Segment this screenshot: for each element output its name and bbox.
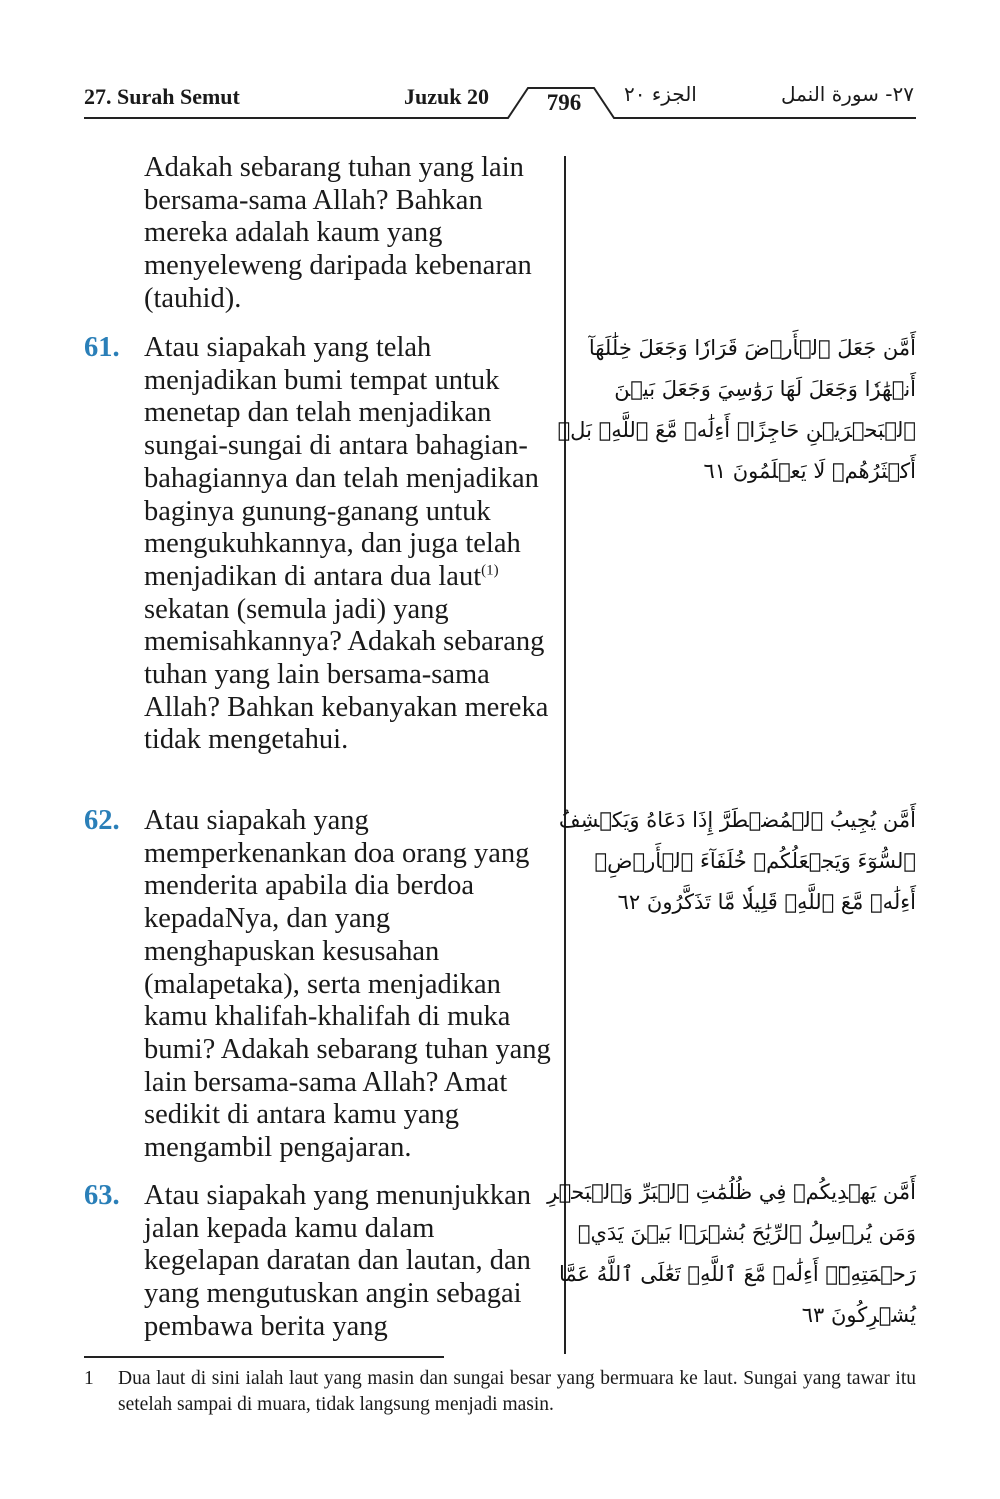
verse-number: 63. (84, 1180, 120, 1211)
arabic-line: أَمَّن يَهۡدِيكُمۡ فِي ظُلُمَٰتِ ٱلۡبَرِّ وَٱلۡبَحۡرِ (547, 1180, 916, 1204)
footnote (84, 1366, 916, 1418)
verse-text: Atau siapakah yang telah menjadikan bumi tempat untuk menetap dan telah menjadikan sungai-sungai di antara bahagian-bahagiannya dan telah menjadikan baginya gunung-ganang untuk mengukuhkannya, dan juga telah menjadikan di antara dua laut$^{(1)}$ sekatan (semula jadi) yang memisahkannya? Adakah sebarang tuhan yang lain bersama-sama Allah? Bahkan kebanyakan mereka tidak mengetahui. (144, 332, 549, 756)
verse-61-translation (84, 332, 556, 757)
arabic-line: ٱلۡبَحۡرَيۡنِ حَاجِزًاۗ أَءِلَٰهٞ مَّعَ ٱللَّهِۚ بَلۡ (557, 418, 916, 442)
verse-63-arabic (547, 1172, 916, 1336)
surah-title-arabic: ٢٧- سورة النمل (780, 82, 914, 106)
arabic-line: أَكۡثَرُهُمۡ لَا يَعۡلَمُونَ ٦١ (703, 459, 916, 483)
intro-text: Adakah sebarang tuhan yang lain bersama-sama Allah? Bahkan mereka adalah kaum yang menyeleweng daripada kebenaran (tauhid). (144, 152, 532, 314)
footnote-number: 1 (84, 1368, 94, 1389)
verse-63-translation (84, 1180, 556, 1344)
verse-62-arabic (558, 800, 916, 923)
intro-paragraph (84, 152, 556, 316)
footnote-rule (84, 1356, 444, 1358)
arabic-line: يُشۡرِكُونَ ٦٣ (801, 1303, 916, 1327)
arabic-line: وَمَن يُرۡسِلُ ٱلرِّيَٰحَ بُشۡرَۢا بَيۡنَ يَدَيۡ (577, 1221, 916, 1245)
footnote-text: Dua laut di sini ialah laut yang masin dan sungai besar yang bermuara ke laut. Sungai yang tawar itu setelah sampai di muara, tidak langsung menjadi masin. (118, 1368, 916, 1415)
arabic-line: ٱلسُّوٓءَ وَيَجۡعَلُكُمۡ خُلَفَآءَ ٱلۡأَرۡضِۗ (594, 849, 916, 873)
arabic-line: رَحۡمَتِهِۦٓۗ أَءِلَٰهٞ مَّعَ ٱللَّهِۚ تَعَٰلَى ٱللَّهُ عَمَّا (558, 1262, 916, 1286)
verse-61-arabic (557, 328, 916, 492)
verse-62-translation (84, 805, 556, 1165)
verse-text: Atau siapakah yang menunjukkan jalan kepada kamu dalam kegelapan daratan dan lautan, dan yang mengutuskan angin sebagai pembawa berita yang (144, 1180, 532, 1342)
arabic-line: أَمَّن يُجِيبُ ٱلۡمُضۡطَرَّ إِذَا دَعَاهُ وَيَكۡشِفُ (558, 808, 916, 832)
juz-title-arabic: الجزء ٢٠ (624, 82, 697, 106)
page-header (84, 84, 914, 120)
page-number: 796 (546, 90, 582, 115)
verse-text: Atau siapakah yang memperkenankan doa orang yang menderita apabila dia berdoa kepadaNya, dan yang menghapuskan kesusahan (malapetaka), serta menjadikan kamu khalifah-khalifah di muka bumi? Adakah sebarang tuhan yang lain bersama-sama Allah? Amat sedikit di antara kamu yang mengambil pengajaran. (144, 805, 551, 1164)
arabic-line: أَمَّن جَعَلَ ٱلۡأَرۡضَ قَرَارٗا وَجَعَلَ خِلَٰلَهَآ (588, 336, 916, 360)
verse-number: 61. (84, 332, 120, 363)
verse-number: 62. (84, 805, 120, 836)
juz-title-latin: Juzuk 20 (404, 84, 489, 109)
arabic-line: أَءِلَٰهٞ مَّعَ ٱللَّهِۚ قَلِيلٗا مَّا تَذَكَّرُونَ ٦٢ (617, 890, 916, 914)
footnote-ref[interactable]: (1) (481, 562, 499, 579)
surah-title-latin: 27. Surah Semut (84, 84, 240, 109)
arabic-line: أَنۡهَٰرٗا وَجَعَلَ لَهَا رَوَٰسِيَ وَجَعَلَ بَيۡنَ (614, 377, 916, 401)
